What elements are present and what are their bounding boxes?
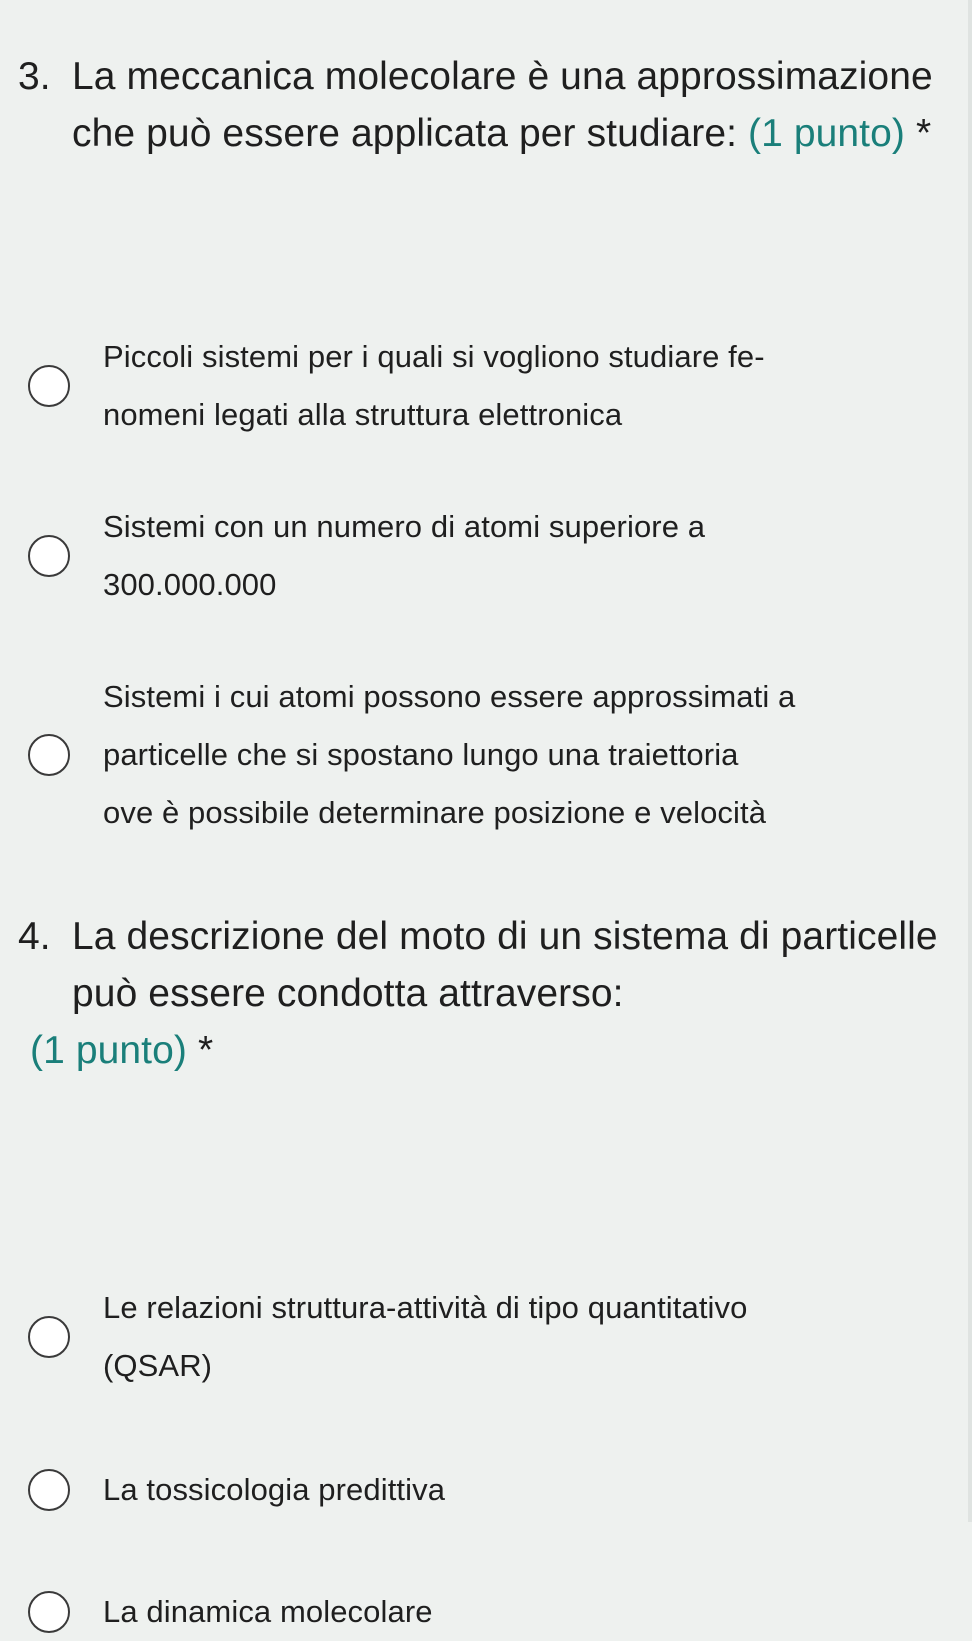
option-label-line: Sistemi i cui atomi possono essere approssimati a	[103, 679, 796, 714]
question-3-option-3[interactable]	[28, 668, 795, 842]
radio-button[interactable]	[28, 1591, 70, 1633]
question-4-text: La descrizione del moto di un sistema di particelle può essere condotta attraverso:	[72, 915, 938, 1015]
question-4-number: 4.	[18, 915, 51, 958]
question-3-text: La meccanica molecolare è una approssimazione che può essere applicata per studiare:	[72, 55, 933, 155]
question-3-option-1[interactable]	[28, 328, 765, 444]
radio-button[interactable]	[28, 365, 70, 407]
question-3-points: (1 punto)	[748, 112, 905, 155]
option-label-line: 300.000.000	[103, 567, 277, 602]
option-label-line: Le relazioni struttura-attività di tipo quantitativo	[103, 1290, 748, 1325]
option-label-line: Piccoli sistemi per i quali si vogliono studiare fe-	[103, 339, 765, 374]
radio-button[interactable]	[28, 1469, 70, 1511]
question-4-points: (1 punto)	[30, 1029, 187, 1072]
radio-button[interactable]	[28, 1316, 70, 1358]
question-4-option-2[interactable]	[28, 1461, 445, 1519]
question-4	[0, 908, 960, 1629]
option-label	[103, 668, 795, 842]
option-label	[103, 498, 705, 614]
page-edge	[968, 0, 972, 1522]
option-label: La dinamica molecolare	[103, 1594, 433, 1629]
question-4-title	[0, 908, 960, 1079]
question-3-number: 3.	[18, 55, 51, 98]
question-3	[0, 48, 960, 830]
radio-button[interactable]	[28, 734, 70, 776]
option-label-line: nomeni legati alla struttura elettronica	[103, 397, 623, 432]
question-4-points-line	[30, 1022, 960, 1079]
option-label	[103, 328, 765, 444]
option-label-line: particelle che si spostano lungo una traiettoria	[103, 737, 739, 772]
question-4-option-3[interactable]	[28, 1583, 433, 1641]
question-3-option-2[interactable]	[28, 498, 705, 614]
question-4-required-marker: *	[197, 1029, 214, 1072]
question-3-title	[0, 48, 960, 162]
option-label-line: (QSAR)	[103, 1348, 213, 1383]
option-label-line: ove è possibile determinare posizione e velocità	[103, 795, 767, 830]
question-4-option-1[interactable]	[28, 1279, 747, 1395]
option-label	[103, 1279, 747, 1395]
option-label-line: Sistemi con un numero di atomi superiore a	[103, 509, 706, 544]
option-label: La tossicologia predittiva	[103, 1472, 446, 1507]
radio-button[interactable]	[28, 535, 70, 577]
question-3-required-marker: *	[915, 112, 932, 155]
